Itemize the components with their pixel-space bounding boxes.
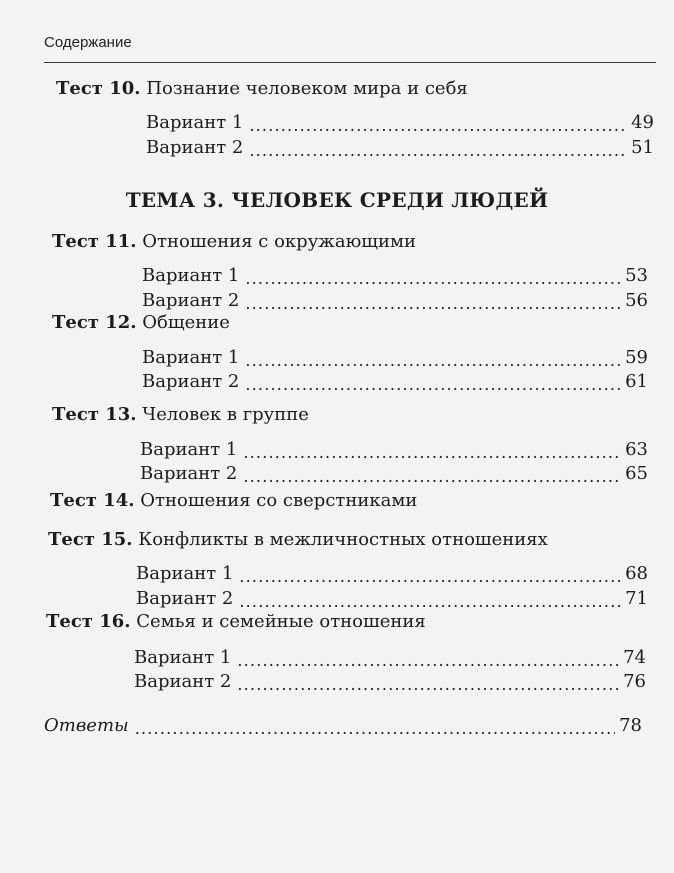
variant-label: Вариант 2 bbox=[142, 290, 240, 311]
answers-row bbox=[44, 712, 642, 736]
leader-dots bbox=[245, 348, 621, 368]
variant-label: Вариант 1 bbox=[136, 563, 234, 584]
leader-dots bbox=[245, 372, 621, 392]
page-number: 71 bbox=[625, 588, 648, 609]
running-header: Содержание bbox=[44, 34, 132, 51]
test-13-number: Тест 13. bbox=[52, 404, 137, 425]
variant-label: Вариант 2 bbox=[146, 137, 244, 158]
test-16-variant-2 bbox=[134, 668, 646, 692]
leader-dots bbox=[237, 672, 619, 692]
leader-dots bbox=[237, 648, 619, 668]
page-number: 76 bbox=[623, 671, 646, 692]
test-12-heading bbox=[52, 312, 230, 333]
page-number: 68 bbox=[625, 563, 648, 584]
test-11-title: Отношения с окружающими bbox=[142, 231, 416, 252]
section-title: ТЕМА 3. ЧЕЛОВЕК СРЕДИ ЛЮДЕЙ bbox=[125, 188, 549, 212]
test-12-variant-1 bbox=[142, 344, 648, 368]
leader-dots bbox=[245, 266, 621, 286]
page-number: 53 bbox=[625, 265, 648, 286]
test-10-heading bbox=[56, 78, 468, 99]
test-16-variant-1 bbox=[134, 644, 646, 668]
leader-dots bbox=[249, 113, 627, 133]
test-16-number: Тест 16. bbox=[46, 611, 131, 632]
page-number: 49 bbox=[631, 112, 654, 133]
test-14-heading bbox=[50, 490, 417, 511]
leader-dots bbox=[239, 564, 621, 584]
test-11-variant-2 bbox=[142, 287, 648, 311]
leader-dots bbox=[135, 716, 615, 736]
test-16-title: Семья и семейные отношения bbox=[136, 611, 426, 632]
test-13-variant-1 bbox=[140, 436, 648, 460]
header-rule bbox=[44, 62, 656, 63]
page-number: 59 bbox=[625, 347, 648, 368]
page-number: 61 bbox=[625, 371, 648, 392]
page-number: 74 bbox=[623, 647, 646, 668]
answers-label: Ответы bbox=[44, 715, 129, 736]
test-14-number: Тест 14. bbox=[50, 490, 135, 511]
test-12-title: Общение bbox=[142, 312, 230, 333]
test-15-heading bbox=[48, 529, 548, 550]
test-15-number: Тест 15. bbox=[48, 529, 133, 550]
test-12-number: Тест 12. bbox=[52, 312, 137, 333]
leader-dots bbox=[243, 464, 621, 484]
test-15-variant-2 bbox=[136, 585, 648, 609]
leader-dots bbox=[249, 138, 627, 158]
test-15-title: Конфликты в межличностных отношениях bbox=[138, 529, 548, 550]
page-number: 78 bbox=[619, 715, 642, 736]
test-10-title: Познание человеком мира и себя bbox=[146, 78, 468, 99]
variant-label: Вариант 2 bbox=[140, 463, 238, 484]
test-13-heading bbox=[52, 404, 309, 425]
test-13-variant-2 bbox=[140, 460, 648, 484]
variant-label: Вариант 1 bbox=[146, 112, 244, 133]
variant-label: Вариант 1 bbox=[142, 347, 240, 368]
leader-dots bbox=[243, 440, 621, 460]
page-number: 56 bbox=[625, 290, 648, 311]
test-15-variant-1 bbox=[136, 560, 648, 584]
variant-label: Вариант 1 bbox=[134, 647, 232, 668]
test-10-variant-1 bbox=[146, 109, 654, 133]
variant-label: Вариант 2 bbox=[136, 588, 234, 609]
leader-dots bbox=[245, 291, 621, 311]
page-number: 51 bbox=[631, 137, 654, 158]
test-13-title: Человек в группе bbox=[142, 404, 309, 425]
test-11-number: Тест 11. bbox=[52, 231, 137, 252]
test-11-variant-1 bbox=[142, 262, 648, 286]
page-number: 63 bbox=[625, 439, 648, 460]
variant-label: Вариант 1 bbox=[140, 439, 238, 460]
test-10-variant-2 bbox=[146, 134, 654, 158]
test-14-title: Отношения со сверстниками bbox=[140, 490, 418, 511]
test-11-heading bbox=[52, 231, 416, 252]
variant-label: Вариант 2 bbox=[142, 371, 240, 392]
variant-label: Вариант 2 bbox=[134, 671, 232, 692]
variant-label: Вариант 1 bbox=[142, 265, 240, 286]
test-10-number: Тест 10. bbox=[56, 78, 141, 99]
page-number: 65 bbox=[625, 463, 648, 484]
test-16-heading bbox=[46, 611, 426, 632]
test-12-variant-2 bbox=[142, 368, 648, 392]
leader-dots bbox=[239, 589, 621, 609]
